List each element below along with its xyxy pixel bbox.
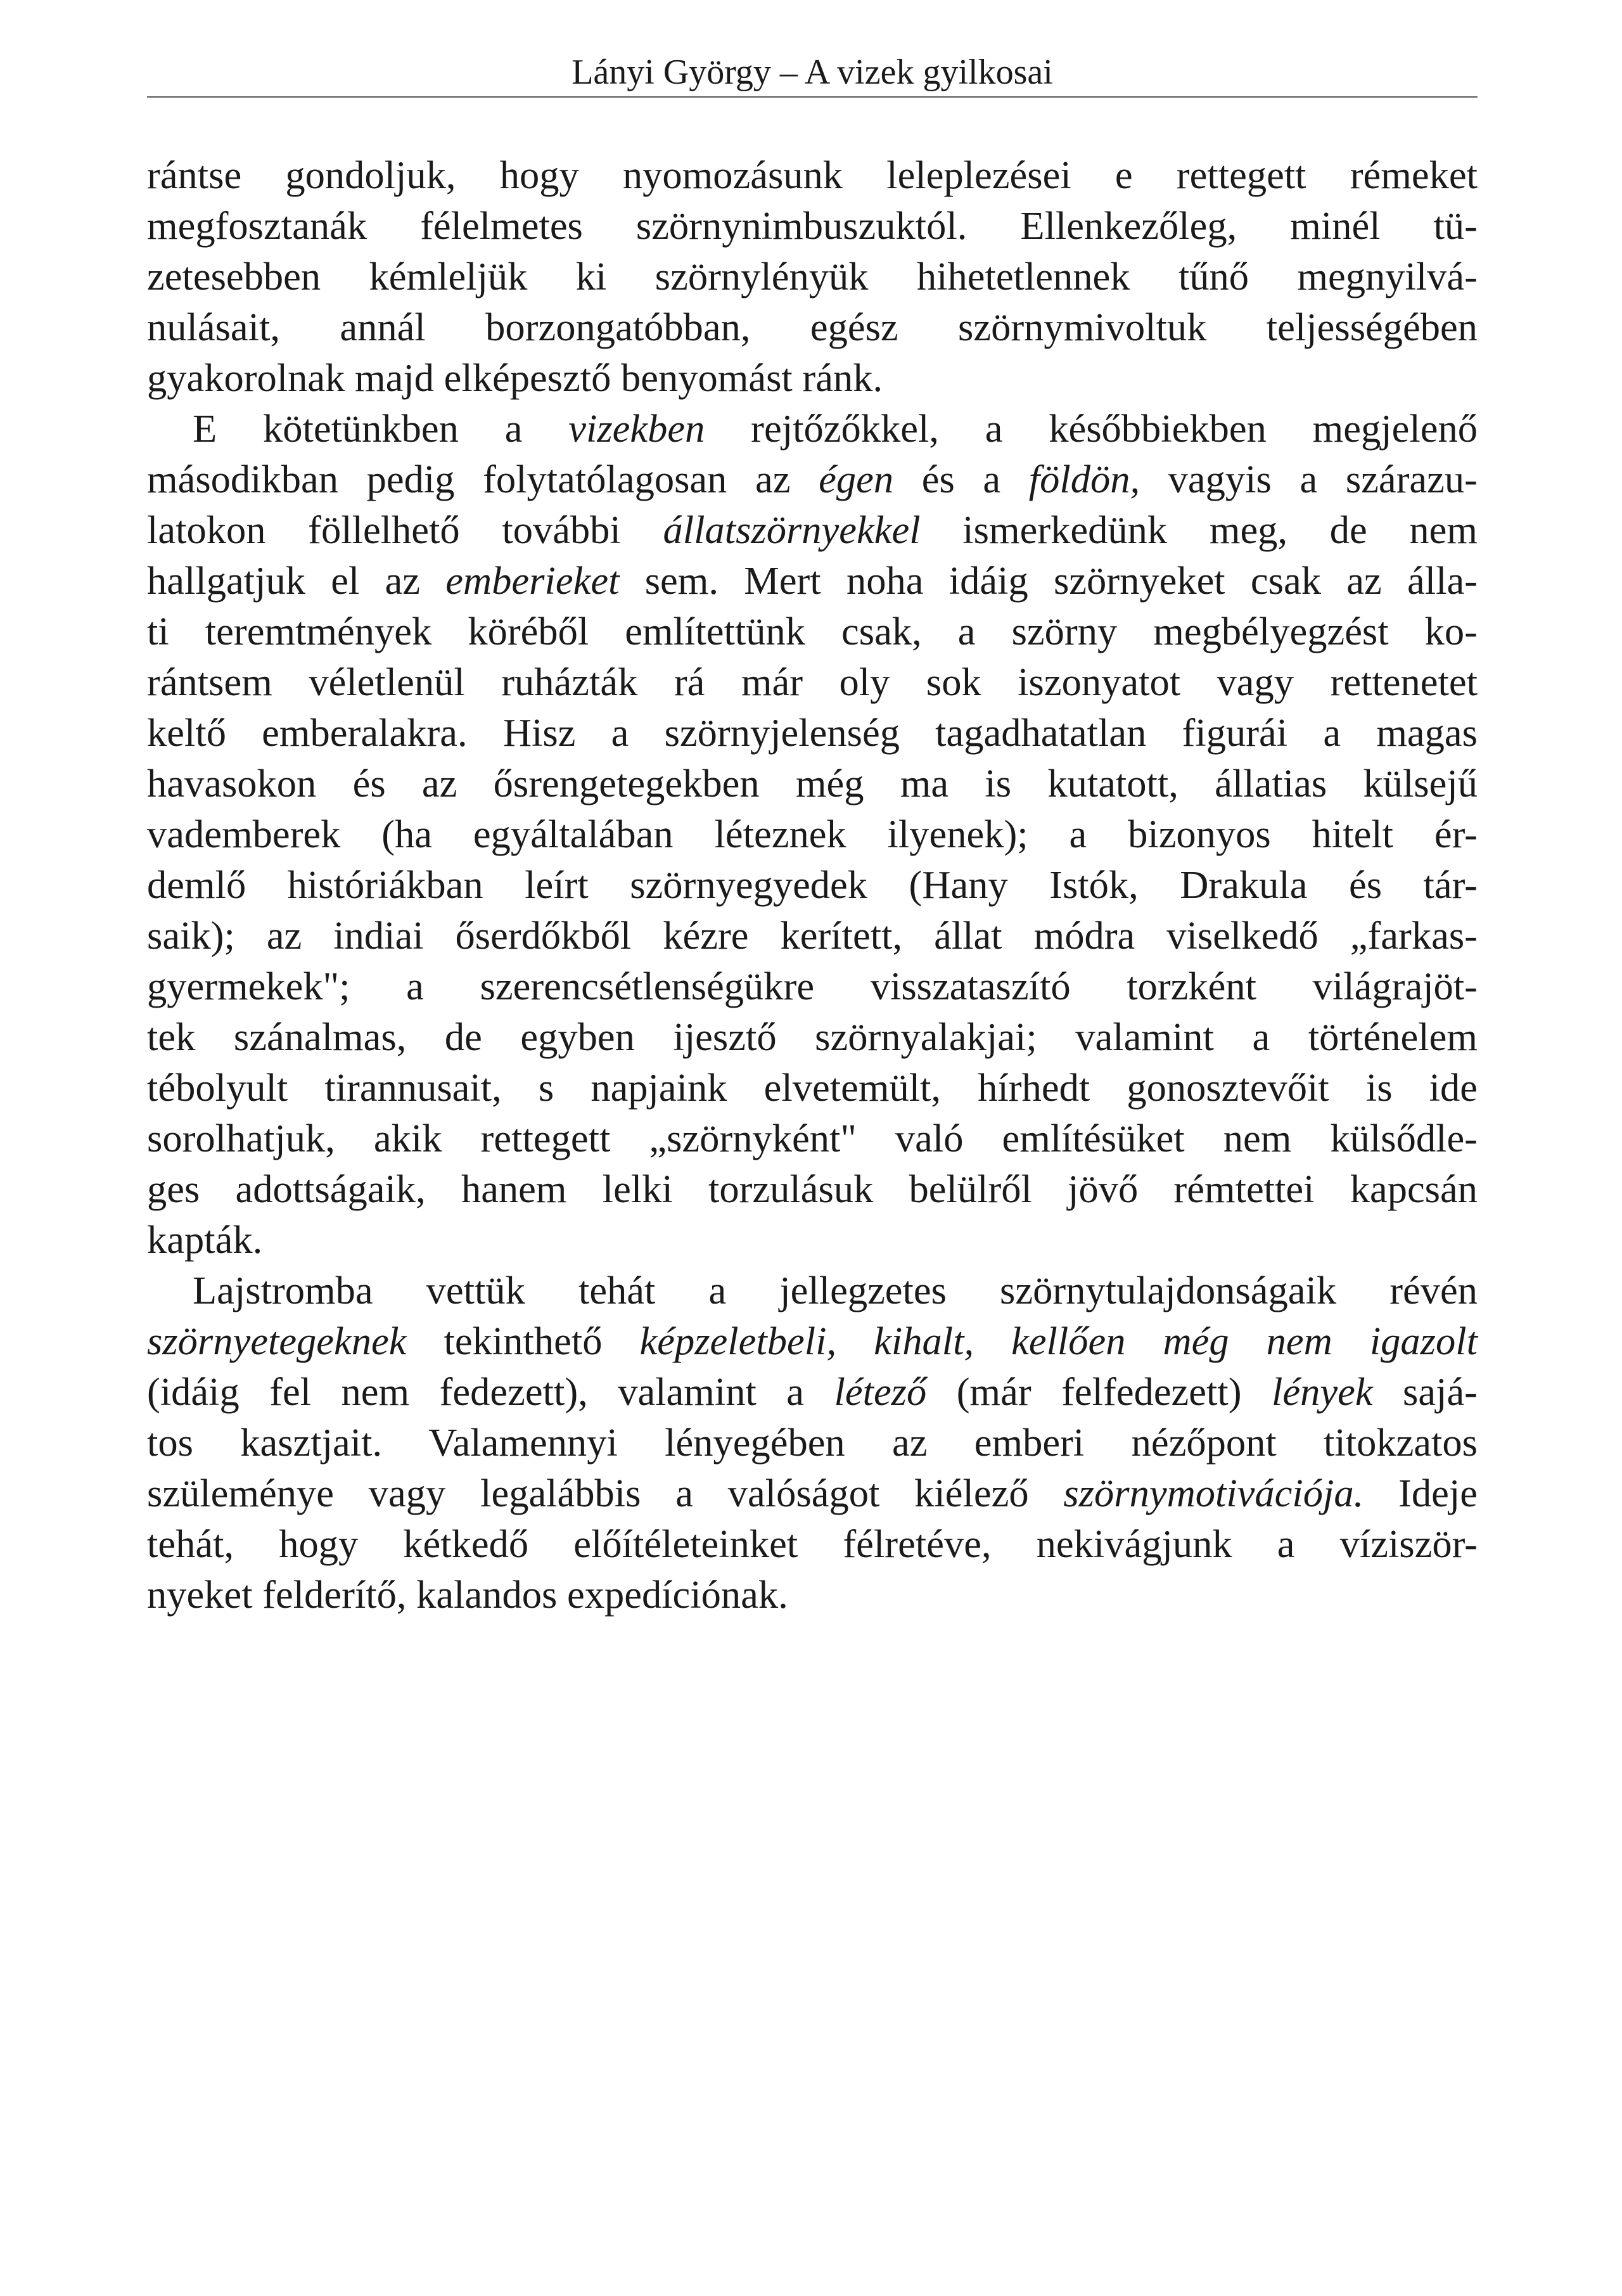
text-line <box>147 251 1478 302</box>
text-line <box>147 657 1478 707</box>
text-line <box>147 606 1478 657</box>
text-run: tehát, hogy kétkedő előítéleteinket félretéve, nekivágjunk a víziször- <box>147 1522 1478 1566</box>
text-line <box>147 1316 1478 1366</box>
text-line <box>147 302 1478 352</box>
text-run: sem. Mert noha idáig szörnyeket csak az álla- <box>619 558 1478 603</box>
text-run: gyakorolnak majd elképesztő benyomást ránk. <box>147 356 883 400</box>
italic-text: földön, <box>1028 457 1140 501</box>
text-line <box>147 758 1478 809</box>
text-run: Ideje <box>1363 1471 1478 1515</box>
text-run: E kötetünkben a <box>193 406 569 451</box>
text-run: tébolyult tirannusait, s napjaink elvetemült, hírhedt gonosztevőit is ide <box>147 1065 1478 1110</box>
text-line <box>147 1011 1478 1062</box>
text-run: szüleménye vagy legalábbis a valóságot kiélező <box>147 1471 1064 1515</box>
text-line <box>147 707 1478 758</box>
text-run: nulásait, annál borzongatóbban, egész szörnymivoltuk teljességében <box>147 305 1478 349</box>
text-line <box>147 200 1478 251</box>
running-header: Lányi György – A vizek gyilkosai <box>572 53 1053 92</box>
text-line <box>147 1113 1478 1164</box>
text-run: vademberek (ha egyáltalában léteznek ilyenek); a bizonyos hitelt ér- <box>147 812 1478 856</box>
text-line <box>147 859 1478 910</box>
italic-text: lények <box>1272 1369 1373 1414</box>
paragraph <box>147 403 1478 1265</box>
italic-text: szörnymotivációja. <box>1063 1471 1364 1515</box>
italic-text: vizekben <box>568 406 705 451</box>
text-run: (idáig fel nem fedezett), valamint a <box>147 1369 834 1414</box>
italic-text: emberieket <box>445 558 620 603</box>
text-line <box>147 1214 1478 1265</box>
text-run: saik); az indiai őserdőkből kézre kerített, állat módra viselkedő „farkas- <box>147 913 1478 958</box>
text-line <box>147 1569 1478 1620</box>
text-line <box>147 352 1478 403</box>
text-run: latokon föllelhető további <box>147 508 663 552</box>
text-run: havasokon és az ősrengetegekben még ma is kutatott, állatias külsejű <box>147 761 1478 805</box>
italic-text: állatszörnyekkel <box>663 508 921 552</box>
text-line <box>147 1366 1478 1417</box>
text-run: demlő históriákban leírt szörnyegyedek (Hany Istók, Drakula és tár- <box>147 863 1478 907</box>
text-line <box>147 504 1478 555</box>
text-line <box>147 910 1478 961</box>
text-line <box>147 555 1478 606</box>
paragraph <box>147 1265 1478 1620</box>
text-run: tek szánalmas, de egyben ijesztő szörnyalakjai; valamint a történelem <box>147 1015 1478 1059</box>
body-text <box>147 150 1478 1620</box>
paragraph <box>147 150 1478 403</box>
text-line <box>147 809 1478 859</box>
italic-text: szörnyetegeknek <box>147 1319 407 1363</box>
text-run: sorolhatjuk, akik rettegett „szörnyként" való említésüket nem külsődle- <box>147 1116 1478 1160</box>
text-run: kapták. <box>147 1217 263 1262</box>
text-line <box>147 1468 1478 1518</box>
text-run: vagyis a szárazu- <box>1140 457 1478 501</box>
text-run: nyeket felderítő, kalandos expedíciónak. <box>147 1572 788 1617</box>
italic-text: égen <box>819 457 894 501</box>
text-line <box>147 1417 1478 1468</box>
text-run: megfosztanák félelmetes szörnynimbuszuktól. Ellenkezőleg, minél tü- <box>147 203 1478 248</box>
text-run: rántse gondoljuk, hogy nyomozásunk leleplezései e rettegett rémeket <box>147 153 1478 197</box>
italic-text: képzeletbeli, kihalt, kellően még nem igazolt <box>639 1319 1478 1363</box>
text-run: hallgatjuk el az <box>147 558 446 603</box>
text-run: rántsem véletlenül ruházták rá már oly sok iszonyatot vagy rettenetet <box>147 660 1478 704</box>
text-run: zetesebben kémleljük ki szörnylényük hihetetlennek tűnő megnyilvá- <box>147 254 1478 298</box>
text-run: ismerkedünk meg, de nem <box>920 508 1478 552</box>
text-run: tekinthető <box>406 1319 640 1363</box>
text-line <box>147 1518 1478 1569</box>
text-run: rejtőzőkkel, a későbbiekben megjelenő <box>705 406 1478 451</box>
text-line <box>147 1164 1478 1214</box>
header-rule <box>147 96 1478 98</box>
text-line <box>147 403 1478 454</box>
text-run: (már felfedezett) <box>926 1369 1272 1414</box>
text-run: ti teremtmények köréből említettünk csak, a szörny megbélyegzést ko- <box>147 609 1478 653</box>
text-line <box>147 1265 1478 1316</box>
text-run: Lajstromba vettük tehát a jellegzetes szörnytulajdonságaik révén <box>193 1268 1478 1312</box>
text-run: és a <box>893 457 1029 501</box>
text-run: tos kasztjait. Valamennyi lényegében az emberi nézőpont titokzatos <box>147 1420 1478 1465</box>
text-line <box>147 1062 1478 1113</box>
text-run: ges adottságaik, hanem lelki torzulásuk belülről jövő rémtettei kapcsán <box>147 1167 1478 1211</box>
text-run: sajá- <box>1372 1369 1478 1414</box>
text-line <box>147 150 1478 200</box>
text-line <box>147 961 1478 1011</box>
text-line <box>147 454 1478 504</box>
text-run: gyermekek"; a szerencsétlenségükre visszataszító torzként világrajöt- <box>147 964 1478 1008</box>
italic-text: létező <box>834 1369 927 1414</box>
text-run: keltő emberalakra. Hisz a szörnyjelenség tagadhatatlan figurái a magas <box>147 710 1478 755</box>
text-run: másodikban pedig folytatólagosan az <box>147 457 819 501</box>
